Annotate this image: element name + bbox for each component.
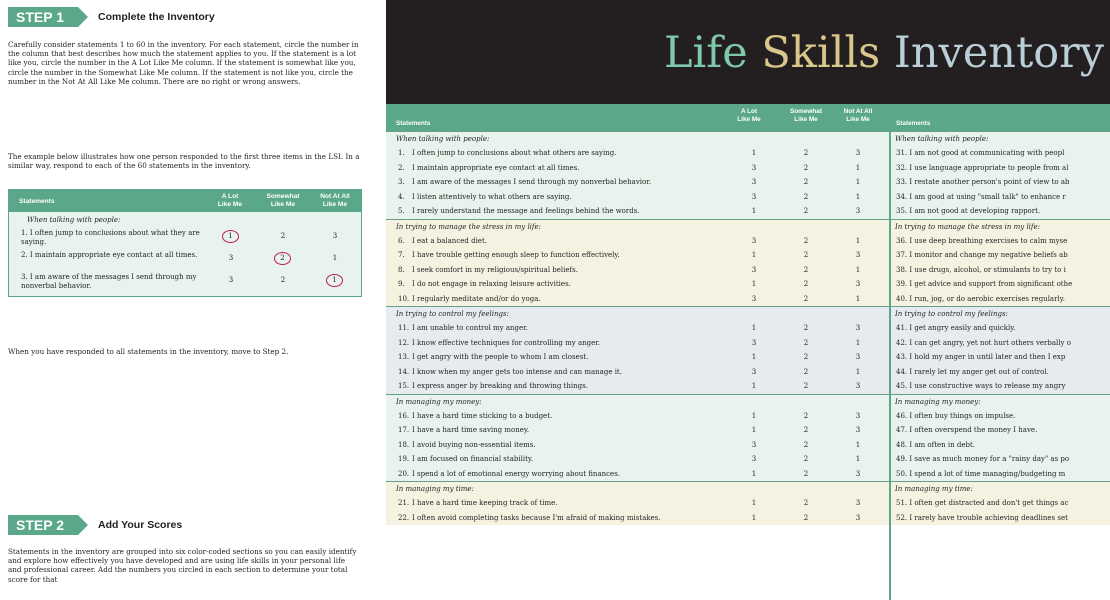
section-title-row	[386, 220, 1110, 234]
statement-number: 20.	[398, 469, 410, 478]
example-table-body	[9, 212, 361, 296]
statement-number: 5.	[398, 207, 405, 215]
score-a-lot: 3	[751, 440, 757, 449]
statement-text: I have trouble getting enough sleep to function effectively.	[412, 251, 620, 259]
score-somewhat: 2	[803, 294, 809, 303]
score-somewhat: 2	[803, 324, 809, 332]
score-a-lot: 1	[751, 280, 757, 288]
statement-text: I have a hard time keeping track of time.	[412, 499, 558, 507]
statement-text: I am unable to control my anger.	[412, 324, 528, 332]
inventory-col-a: A Lot Like Me	[737, 108, 761, 123]
score-somewhat: 2	[803, 236, 809, 245]
statement-text: I maintain appropriate eye contact at all times.	[412, 163, 580, 172]
statement-row	[386, 263, 1110, 278]
statement-right-text: 47. I often overspend the money I have.	[896, 426, 1038, 434]
statement-number: 10.	[398, 294, 410, 303]
score-a-lot: 3	[751, 294, 757, 303]
step-1-title: Complete the Inventory	[98, 11, 215, 23]
score-a-lot: 3	[751, 163, 757, 172]
statement-right-text: 35. I am not good at developing rapport.	[896, 207, 1041, 215]
circled-answer: 1	[326, 274, 343, 287]
step-2-title: Add Your Scores	[98, 519, 183, 531]
score-a-lot: 1	[751, 251, 757, 259]
inventory-section	[386, 131, 1110, 219]
inventory-page	[386, 0, 1110, 600]
statement-row	[386, 190, 1110, 205]
statement-number: 6.	[398, 236, 405, 245]
statement-row	[386, 350, 1110, 365]
step-1-tag: STEP 1	[8, 7, 78, 27]
step-2-paragraph: Statements in the inventory are grouped into six color-coded sections so you can easily identify and explore how effectively you have developed and are using life skills in your personal life and professional career. Add the numbers you circled in each section to determine your total score for that	[8, 547, 357, 584]
statement-text: I know effective techniques for controlling my anger.	[412, 338, 601, 347]
section-title-right: When talking with people:	[895, 135, 989, 143]
statement-row	[386, 175, 1110, 190]
statement-text: I often jump to conclusions about what others are saying.	[412, 149, 617, 157]
score-not-at-all: 3	[855, 251, 861, 259]
section-title-row	[386, 307, 1110, 321]
score-a-lot: 1	[751, 411, 757, 420]
score-somewhat: 2	[803, 338, 809, 347]
inventory-col-statements-right: Statements	[896, 120, 931, 127]
score-somewhat: 2	[803, 280, 809, 288]
score-not-at-all: 1	[855, 338, 861, 347]
section-title-row	[386, 132, 1110, 146]
statement-right-text: 49. I save as much money for a "rainy day" as po	[896, 455, 1070, 463]
score-not-at-all: 1	[855, 192, 861, 201]
score-somewhat: 2	[803, 367, 809, 376]
score-a-lot: 3	[751, 265, 757, 274]
score-somewhat: 2	[803, 353, 809, 361]
statement-number: 2.	[398, 163, 405, 172]
score-not-at-all: 1	[855, 265, 861, 274]
example-section-title: When talking with people:	[27, 216, 121, 224]
score-a-lot: 3	[751, 338, 757, 347]
circled-answer: 1	[222, 230, 239, 243]
score-not-at-all: 3	[855, 411, 861, 420]
score-somewhat: 2	[803, 207, 809, 215]
statement-right-text: 51. I often get distracted and don't get things ac	[896, 499, 1069, 507]
statement-right-text: 45. I use constructive ways to release my angry	[896, 382, 1066, 390]
score-a-lot: 1	[751, 324, 757, 332]
score-a-lot: 1	[751, 149, 757, 157]
score-somewhat: 2	[803, 178, 809, 186]
title-word-life: Life	[664, 28, 748, 78]
statement-number: 19.	[398, 455, 410, 463]
statement-row	[386, 292, 1110, 307]
statement-text: I rarely understand the message and feelings behind the words.	[412, 207, 640, 215]
example-row-a: 3	[228, 276, 234, 284]
statement-right-text: 31. I am not good at communicating with peopl	[896, 149, 1065, 157]
page-title	[664, 28, 1104, 78]
column-divider	[889, 104, 891, 600]
statement-text: I am focused on financial stability.	[412, 455, 534, 463]
statement-number: 18.	[398, 440, 410, 449]
score-not-at-all: 1	[855, 367, 861, 376]
statement-right-text: 37. I monitor and change my negative beliefs ab	[896, 251, 1068, 259]
statement-row	[386, 234, 1110, 249]
section-title: In trying to manage the stress in my life:	[396, 222, 542, 231]
score-a-lot: 3	[751, 178, 757, 186]
statement-row	[386, 409, 1110, 424]
section-title-right: In managing my money:	[895, 397, 981, 406]
section-title-right: In trying to manage the stress in my life:	[895, 222, 1041, 231]
statement-row	[386, 511, 1110, 526]
score-a-lot: 1	[751, 353, 757, 361]
score-not-at-all: 3	[855, 149, 861, 157]
example-row-a: 3	[228, 254, 234, 262]
statement-text: I regularly meditate and/or do yoga.	[412, 294, 541, 303]
score-somewhat: 2	[803, 192, 809, 201]
section-title: In trying to control my feelings:	[396, 310, 509, 318]
section-title-right: In managing my time:	[895, 485, 973, 493]
score-somewhat: 2	[803, 163, 809, 172]
score-somewhat: 2	[803, 499, 809, 507]
statement-right-text: 44. I rarely let my anger get out of control.	[896, 367, 1049, 376]
statement-text: I often avoid completing tasks because I'm afraid of making mistakes.	[412, 513, 661, 522]
score-somewhat: 2	[803, 265, 809, 274]
statement-text: I have a hard time saving money.	[412, 426, 530, 434]
section-title: In managing my money:	[396, 397, 482, 406]
step-1-example-intro: The example below illustrates how one person responded to the first three items in the LSI. In a similar way, respond to each of the 60 statements in the inventory.	[8, 152, 360, 171]
statement-right-text: 41. I get angry easily and quickly.	[896, 324, 1016, 332]
score-not-at-all: 3	[855, 382, 861, 390]
example-col-c: Not At All Like Me	[320, 193, 350, 208]
statement-text: I have a hard time sticking to a budget.	[412, 411, 553, 420]
title-word-skills: Skills	[761, 28, 881, 78]
score-a-lot: 3	[751, 455, 757, 463]
inventory-col-statements: Statements	[396, 120, 431, 127]
statement-text: I eat a balanced diet.	[412, 236, 487, 245]
score-not-at-all: 3	[855, 324, 861, 332]
example-row-c: 1	[332, 254, 338, 262]
statement-number: 15.	[398, 382, 410, 390]
section-title: When talking with people:	[396, 135, 490, 143]
statement-number: 9.	[398, 280, 405, 288]
score-not-at-all: 1	[855, 455, 861, 463]
score-somewhat: 2	[803, 426, 809, 434]
statement-right-text: 50. I spend a lot of time managing/budgeting m	[896, 469, 1066, 478]
score-not-at-all: 3	[855, 207, 861, 215]
statement-text: I know when my anger gets too intense and can manage it.	[412, 367, 622, 376]
example-row-b: 2	[280, 276, 286, 284]
example-row	[9, 249, 361, 271]
statement-number: 8.	[398, 265, 405, 274]
inventory-table-header	[386, 104, 1110, 131]
example-row-b: 2	[280, 232, 286, 240]
statement-row	[386, 365, 1110, 380]
statement-right-text: 42. I can get angry, yet not hurt others verbally o	[896, 338, 1071, 347]
score-not-at-all: 3	[855, 280, 861, 288]
score-somewhat: 2	[803, 251, 809, 259]
statement-row	[386, 496, 1110, 511]
step-1-header	[8, 6, 215, 28]
instructions-panel	[0, 0, 378, 600]
statement-number: 3.	[398, 178, 405, 186]
statement-row	[386, 277, 1110, 292]
step-1-after-text: When you have responded to all statements in the inventory, move to Step 2.	[8, 347, 289, 356]
statement-number: 11.	[398, 324, 410, 332]
score-somewhat: 2	[803, 411, 809, 420]
section-title-row	[386, 395, 1110, 409]
statement-row	[386, 452, 1110, 467]
statement-row	[386, 379, 1110, 394]
statement-row	[386, 204, 1110, 219]
statement-number: 13.	[398, 353, 410, 361]
score-not-at-all: 3	[855, 513, 861, 522]
score-not-at-all: 1	[855, 294, 861, 303]
statement-row	[386, 423, 1110, 438]
step-1-paragraph: Carefully consider statements 1 to 60 in the inventory. For each statement, circle the number in the column that best describes how much the statement applies to you. If the statement is a lot like you, circle the number in the A Lot Like Me column. If the statement is somewhat like you, circle the number in the Somewhat Like Me column. If the statement is not like you, circle the number in the Not At All Like Me column. There are no right or wrong answers.	[8, 40, 359, 86]
statement-row	[386, 248, 1110, 263]
score-not-at-all: 1	[855, 178, 861, 186]
score-a-lot: 1	[751, 426, 757, 434]
statement-right-text: 38. I use drugs, alcohol, or stimulants to try to i	[896, 265, 1066, 274]
score-a-lot: 3	[751, 236, 757, 245]
statement-number: 22.	[398, 513, 410, 522]
example-col-a: A Lot Like Me	[217, 193, 243, 208]
statement-text: I listen attentively to what others are saying.	[412, 192, 572, 201]
score-somewhat: 2	[803, 440, 809, 449]
statement-text: I express anger by breaking and throwing things.	[412, 382, 588, 390]
inventory-body	[386, 131, 1110, 525]
score-not-at-all: 3	[855, 499, 861, 507]
statement-number: 14.	[398, 367, 410, 376]
example-col-b: Somewhat Like Me	[266, 193, 300, 208]
score-a-lot: 1	[751, 382, 757, 390]
score-a-lot: 3	[751, 192, 757, 201]
statement-number: 12.	[398, 338, 410, 347]
inventory-section	[386, 219, 1110, 307]
title-word-inventory: Inventory	[893, 28, 1104, 78]
statement-number: 21.	[398, 499, 410, 507]
score-not-at-all: 3	[855, 426, 861, 434]
section-title: In managing my time:	[396, 485, 474, 493]
inventory-col-c: Not At All Like Me	[843, 108, 873, 123]
statement-right-text: 34. I am good at using "small talk" to enhance r	[896, 192, 1066, 201]
inventory-section	[386, 306, 1110, 394]
score-somewhat: 2	[803, 513, 809, 522]
score-not-at-all: 1	[855, 163, 861, 172]
example-table-header	[9, 190, 361, 212]
example-col-statements: Statements	[19, 198, 55, 205]
statement-right-text: 40. I run, jog, or do aerobic exercises regularly.	[896, 294, 1065, 303]
statement-row	[386, 467, 1110, 482]
statement-right-text: 43. I hold my anger in until later and then I exp	[896, 353, 1066, 361]
score-not-at-all: 1	[855, 236, 861, 245]
statement-right-text: 33. I restate another person's point of view to ab	[896, 178, 1070, 186]
inventory-col-b: Somewhat Like Me	[790, 108, 822, 123]
statement-right-text: 32. I use language appropriate to people from al	[896, 163, 1069, 172]
statement-number: 4.	[398, 192, 405, 201]
statement-row	[386, 161, 1110, 176]
statement-text: I seek comfort in my religious/spiritual beliefs.	[412, 265, 578, 274]
example-table	[8, 189, 362, 297]
example-row-text: 1. I often jump to conclusions about what they are saying.	[21, 229, 200, 246]
example-row	[9, 227, 361, 249]
score-somewhat: 2	[803, 469, 809, 478]
statement-number: 1.	[398, 149, 405, 157]
score-somewhat: 2	[803, 455, 809, 463]
score-a-lot: 1	[751, 513, 757, 522]
statement-right-text: 36. I use deep breathing exercises to calm myse	[896, 236, 1068, 245]
step-2-header	[8, 514, 182, 536]
statement-row	[386, 336, 1110, 351]
example-row-text: 3. I am aware of the messages I send through my nonverbal behavior.	[21, 273, 197, 290]
statement-text: I get angry with the people to whom I am closest.	[412, 353, 589, 361]
score-somewhat: 2	[803, 382, 809, 390]
score-not-at-all: 3	[855, 353, 861, 361]
inventory-section	[386, 394, 1110, 482]
score-somewhat: 2	[803, 149, 809, 157]
score-a-lot: 3	[751, 367, 757, 376]
example-row-c: 3	[332, 232, 338, 240]
statement-row	[386, 321, 1110, 336]
statement-number: 16.	[398, 411, 410, 420]
score-not-at-all: 3	[855, 469, 861, 478]
statement-text: I avoid buying non-essential items.	[412, 440, 536, 449]
score-not-at-all: 1	[855, 440, 861, 449]
section-title-right: In trying to control my feelings:	[895, 310, 1008, 318]
example-row-text: 2. I maintain appropriate eye contact at all times.	[21, 251, 198, 259]
statement-text: I do not engage in relaxing leisure activities.	[412, 280, 571, 288]
inventory-table	[386, 104, 1110, 600]
statement-row	[386, 146, 1110, 161]
section-title-row	[386, 482, 1110, 496]
score-a-lot: 1	[751, 499, 757, 507]
statement-right-text: 39. I get advice and support from significant othe	[896, 280, 1073, 288]
statement-right-text: 52. I rarely have trouble achieving deadlines set	[896, 513, 1068, 522]
statement-text: I spend a lot of emotional energy worrying about finances.	[412, 469, 621, 478]
inventory-section	[386, 481, 1110, 525]
example-row	[9, 271, 361, 296]
statement-number: 7.	[398, 251, 405, 259]
circled-answer: 2	[274, 252, 291, 265]
statement-text: I am aware of the messages I send through my nonverbal behavior.	[412, 178, 652, 186]
statement-number: 17.	[398, 426, 410, 434]
score-a-lot: 1	[751, 207, 757, 215]
statement-right-text: 48. I am often in debt.	[896, 440, 975, 449]
statement-row	[386, 438, 1110, 453]
statement-right-text: 46. I often buy things on impulse.	[896, 411, 1016, 420]
score-a-lot: 1	[751, 469, 757, 478]
title-banner	[386, 0, 1110, 104]
step-2-tag: STEP 2	[8, 515, 78, 535]
